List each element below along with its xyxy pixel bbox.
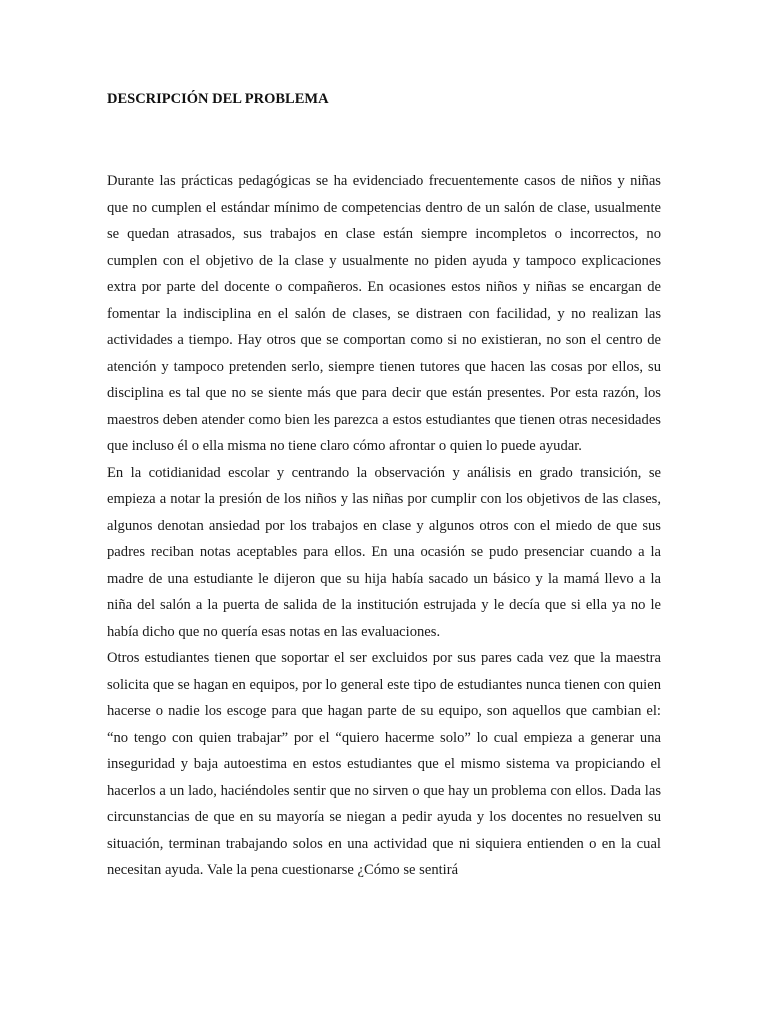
paragraph-3: Otros estudiantes tienen que soportar el ser excluidos por sus pares cada vez que la maestra solicita que se hagan en equipos, por lo general este tipo de estudiantes nunca tienen con quien hacerse o nadie los escoge para que hagan parte de su equipo, son aquellos que cambian el: “no tengo con quien trabajar” por el “quiero hacerme solo” lo cual empieza a generar una inseguridad y baja autoestima en estos estudiantes que el mismo sistema va propiciando el hacerlos a un lado, haciéndoles sentir que no sirven o que hay un problema con ellos. Dada las circunstancias de que en su mayoría se niegan a pedir ayuda y los docentes no resuelven su situación, terminan trabajando solos en una actividad que ni siquiera entienden o en la cual necesitan ayuda. Vale la pena cuestionarse ¿Cómo se sentirá — [107, 650, 661, 878]
document-heading: DESCRIPCIÓN DEL PROBLEMA — [107, 91, 329, 107]
document-body — [107, 168, 661, 884]
paragraph-2: En la cotidianidad escolar y centrando la observación y análisis en grado transición, se empieza a notar la presión de los niños y las niñas por cumplir con los objetivos de las clases, algunos denotan ansiedad por los trabajos en clase y algunos otros con el miedo de que sus padres reciban notas aceptables para ellos. En una ocasión se pudo presenciar cuando a la madre de una estudiante le dijeron que su hija había sacado un básico y la mamá llevo a la niña del salón a la puerta de salida de la institución estrujada y le decía que si ella ya no le había dicho que no quería esas notas en las evaluaciones. — [107, 464, 661, 640]
paragraph-1: Durante las prácticas pedagógicas se ha evidenciado frecuentemente casos de niños y niñas que no cumplen el estándar mínimo de competencias dentro de un salón de clase, usualmente se quedan atrasados, sus trabajos en clase están siempre incompletos o incorrectos, no cumplen con el objetivo de la clase y usualmente no piden ayuda y tampoco explicaciones extra por parte del docente o compañeros. En ocasiones estos niños y niñas se encargan de fomentar la indisciplina en el salón de clases, se distraen con facilidad, y no realizan las actividades a tiempo. Hay otros que se comportan como si no existieran, no son el centro de atención y tampoco pretenden serlo, siempre tienen tutores que hacen las cosas por ellos, su disciplina es tal que no se siente más que para decir que están presentes. Por esta razón, los maestros deben atender como bien les parezca a estos estudiantes que tienen otras necesidades que incluso él o ella misma no tiene claro cómo afrontar o quien lo puede ayudar. — [107, 173, 661, 454]
